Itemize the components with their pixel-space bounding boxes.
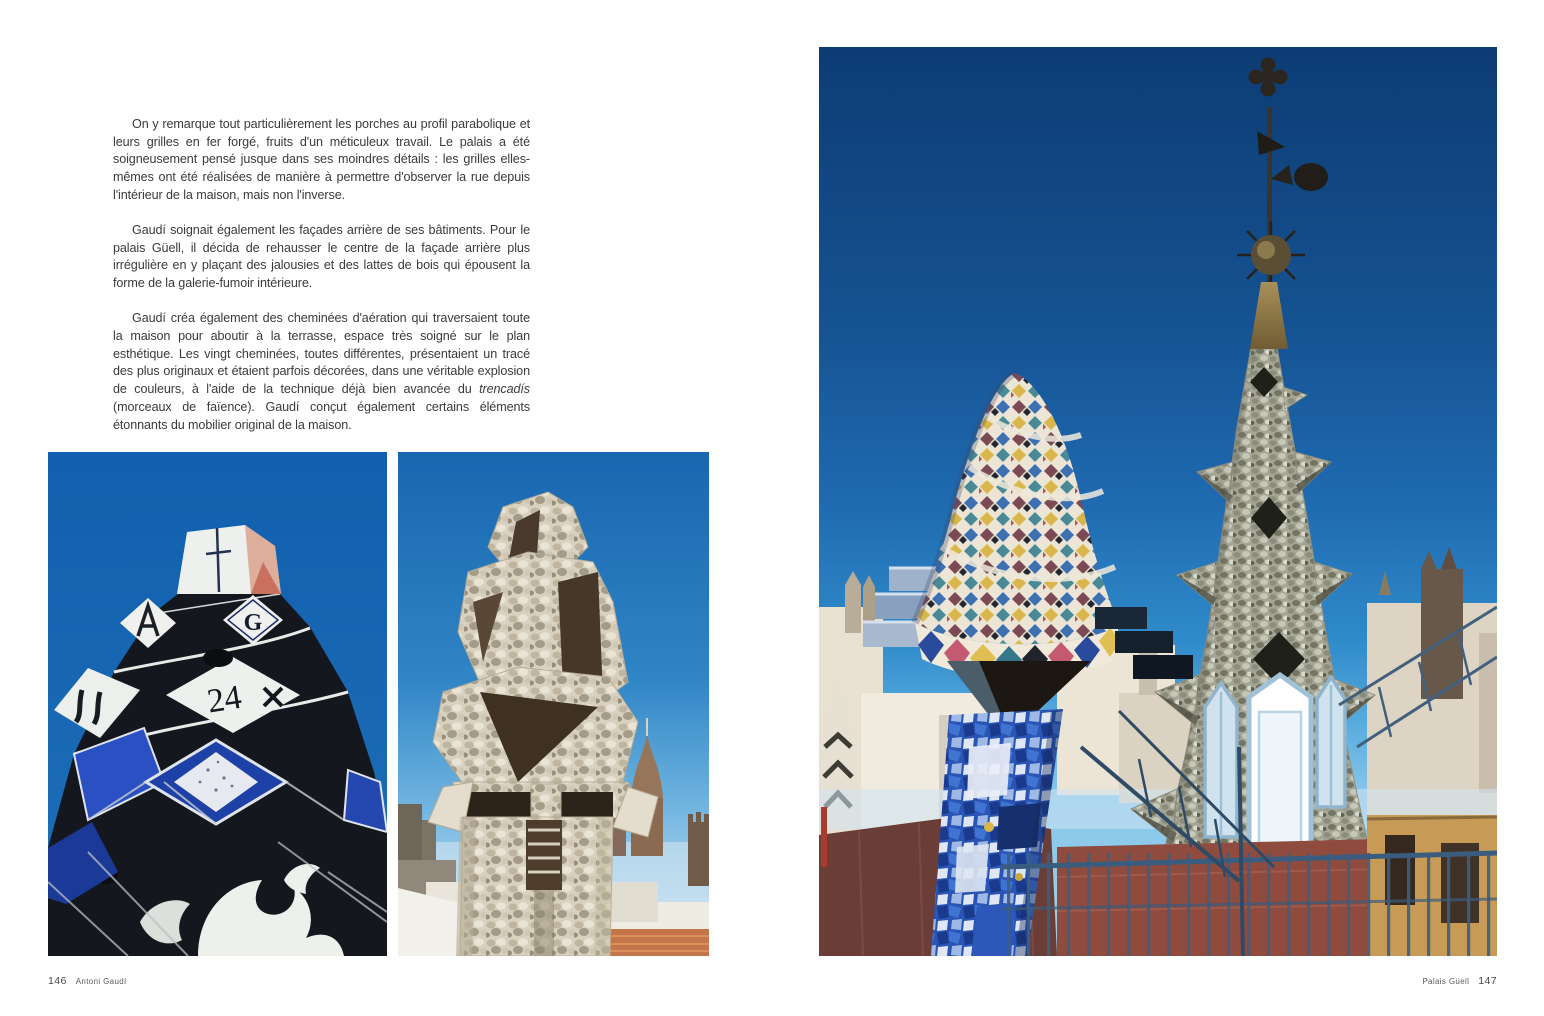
tile-number-24: 24 — [204, 678, 245, 721]
paragraph-2: Gaudí soignait également les façades arrière de ses bâtiments. Pour le palais Güell, il décida de rehausser le centre de la façade arrière plus irrégulière en y plaçant des jalousies et des lattes de bois qui épousent la forme de la galerie-fumoir intérieure. — [113, 223, 530, 291]
paragraph-3-start: Gaudí créa également des cheminées d'aération qui traversaient toute la maison pour aboutir à la terrasse, espace très soigné sur le plan esthétique. Les vingt cheminées, toutes différentes, présentaient un tracé des plus originaux et étaient parfois décorées, dans une véritable explosion de couleurs, à l'aide de la technique déjà bien avancée du — [113, 311, 530, 397]
spiked-sphere — [1237, 221, 1305, 289]
paragraph-1: On y remarque tout particulièrement les porches au profil parabolique et leurs grilles en fer forgé, fruits d'un méticuleux travail. Le palais a été soigneusement pensé jusque dans ses moindres détails : les grilles elles-mêmes ont été réalisées de manière à permettre d'observer la rue depuis l'intérieur de la maison, mais non l'inverse. — [113, 117, 530, 202]
page-number-right: 147 — [1478, 975, 1497, 987]
photo-roof-terrace-spires — [819, 47, 1497, 956]
photo-mosaic-tiled-chimney — [48, 452, 387, 956]
red-ladder — [821, 807, 827, 867]
body-text — [113, 116, 530, 452]
italic-term-trencadis: trencadís — [479, 382, 530, 397]
page-number-left: 146 — [48, 975, 67, 987]
paragraph-3-end: (morceaux de faïence). Gaudí conçut également certains éléments étonnants du mobilier original de la maison. — [113, 399, 530, 432]
running-head-left: Antoni Gaudí — [75, 977, 127, 986]
footer-right — [1422, 971, 1497, 989]
running-head-right: Palais Güell — [1422, 977, 1470, 986]
footer-left — [48, 971, 127, 989]
photo-stone-chimney — [398, 452, 709, 956]
paragraph-3 — [113, 310, 530, 434]
tile-letter-g: G — [243, 610, 263, 636]
